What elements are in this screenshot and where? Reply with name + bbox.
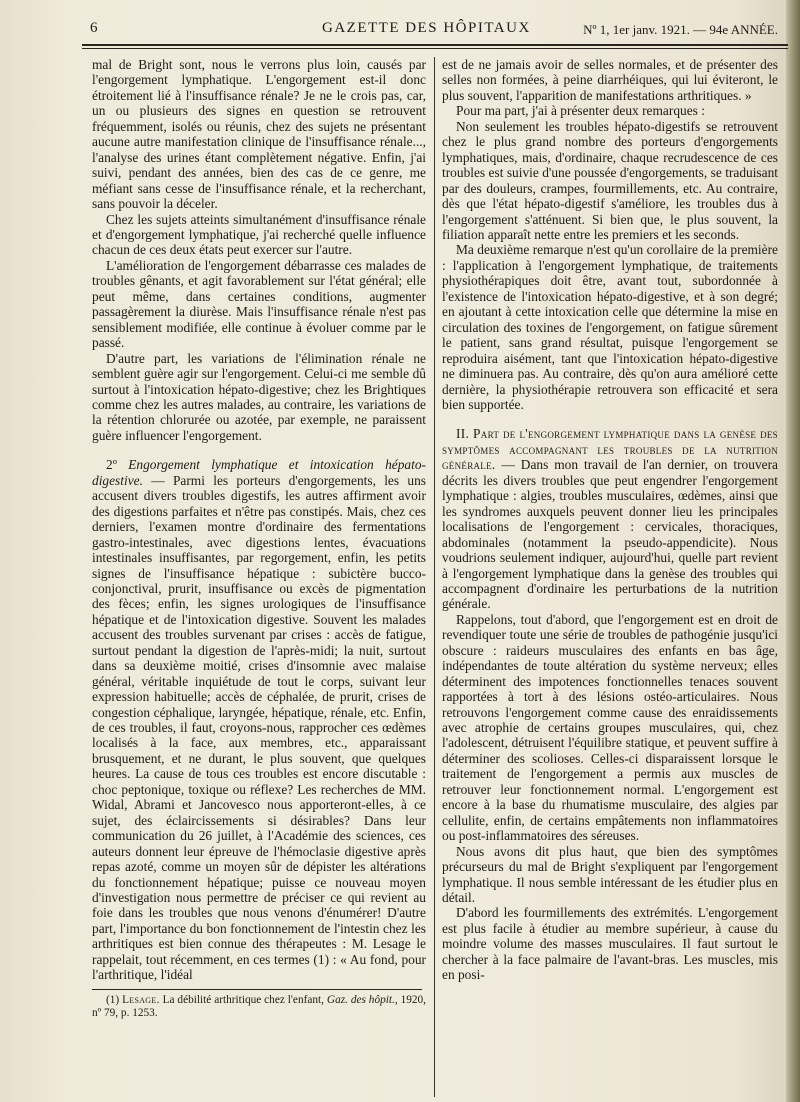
header-rule-thin — [82, 48, 788, 49]
paragraph: est de ne jamais avoir de selles normales, et de présenter des selles non formées, à peine diarrhéiques, qui lui éviteront, le plus souvent, l'apparition de manifestations arthritiques. » — [442, 57, 778, 103]
footnote-number: (1) — [106, 993, 120, 1006]
book-spine-edge — [786, 0, 800, 1102]
section-title: Engorgement lymphatique et intoxication hépato-digestive. — [92, 457, 426, 488]
footnote-author: Lesage. — [122, 993, 160, 1006]
footnote-rule — [92, 989, 422, 990]
paragraph: Ma deuxième remarque n'est qu'un corollaire de la première : l'application à l'engorgement lymphatique, de traitements physiothérapiques doit être, avant tout, subordonnée à l'existence de l'intoxication hépato-digestive, et à son degré; en ajoutant à cette intoxication celle que détermine la mise en circulation des toxines de l'engorgement, on fatigue sûrement le patient, sans grand résultat, puisque l'engorgement se reproduira aisément, tant que l'intoxication hépato-digestive ne diminuera pas. Au contraire, dès qu'on aura amélioré cette dernière, la physiothérapie retrouvera son efficacité et sera bien supportée. — [442, 242, 778, 412]
running-header — [82, 16, 788, 42]
section-text: — Dans mon travail de l'an dernier, on trouvera décrits les divers troubles que peut engendrer l'engorgement lymphatique : algies, troubles musculaires, œdèmes, ainsi que les syndromes auxquels peuvent donner lieu les principales localisations de l'engorgement : cervicales, thoraciques, abdominales (notamment la pseudo-appendicite). Nous voudrions seulement indiquer, aujourd'hui, quelle part revient à l'engorgement lymphatique dans la genèse des troubles qui accompagnent d'ordinaire les perturbations de la nutrition générale. — [442, 457, 778, 612]
spacer — [92, 443, 426, 457]
paragraph: Non seulement les troubles hépato-digestifs se retrouvent chez le plus grand nombre des porteurs d'engorgements lymphatiques, mais, d'ordinaire, chaque recrudescence de ces troubles est suivie d'une poussée d'engorgements, se traduisant par des douleurs, crampes, fourmillements, etc. Au contraire, dès que l'état hépato-digestif s'améliore, les troubles dus à l'engorgement s'atténuent. Si bien que, le plus souvent, la filiation apparaît nette entre les premiers et les seconds. — [442, 118, 778, 242]
section-text: — Parmi les porteurs d'engorgements, les uns accusent divers troubles digestifs, les autres affirment avoir des digestions parfaites et n'être pas constipés. Mais, chez ces derniers, l'examen montre d'ordinaire des fermentations gastro-intestinales, avec digestions lentes, évacuations intestinales insuffisantes, par regorgement, enfin, les petits signes de l'insuffisance hépatique : subictère bucco-conjonctival, prurit, insuffisance ou excès de pigmentation des fèces; enfin, les signes urologiques de l'insuffisance hépatique et de l'intoxication digestive. Souvent les malades accusent des troubles survenant par crises : accès de fatigue, surtout pendant la digestion de l'après-midi; la nuit, surtout dans sa deuxième moitié, crises d'insomnie avec malaise général, véritable inquiétude de tout le corps, suivant leur expression habituelle; accès de céphalée, de prurit, crises de congestion céphalique, laryngée, hépatique, rénale, etc. Enfin, de ces troubles, il faut, croyons-nous, rapprocher ces œdèmes localisés à la face, aux membres, etc., apparaissant brusquement, et ne durant, le plus souvent, que quelques heures. La cause de tous ces troubles est encore discutable : choc peptonique, toxique ou réflexe? Les recherches de MM. Widal, Abrami et Jancovesco nous apporteront-elles, à ce sujet, des éclaircissements si désirables? Dans leur communication du 26 juillet, à l'Académie des sciences, ces auteurs donnent leur épreuve de l'hémoclasie digestive après repas azoté, comme un moyen sûr de dépister les altérations du fonctionnement hépatique; puisse ce nouveau moyen d'investigation nous permettre de préciser ce qui revient au foie dans les troubles que nous venons d'énumérer! D'autre part, l'importance du bon fonctionnement de l'intestin chez les arthritiques est bien connue des thérapeutes : M. Lesage le rappelait, tout récemment, en ces termes (1) : « Au fond, pour l'arthritique, l'idéal — [92, 472, 426, 983]
spacer — [442, 412, 778, 426]
paragraph: mal de Bright sont, nous le verrons plus loin, causés par l'engorgement lymphatique. L'engorgement est-il donc étroitement lié à l'insuffisance rénale? Je ne le crois pas, car, un ou plusieurs des signes en question se retrouvent fréquemment, isolés ou réunis, chez des sujets ne présentant aucune autre manifestation clinique de l'insuffisance rénale..., l'analyse des urines étant complètement négative. Enfin, j'ai suivi, pendant des années, bien des cas de ce genre, me méfiant sans cesse de l'insuffisance rénale, et la recherchant, sans pouvoir la déceler. — [92, 57, 426, 212]
section-paragraph — [442, 426, 778, 611]
header-rule — [82, 44, 788, 46]
journal-title: GAZETTE DES HÔPITAUX — [322, 20, 531, 36]
right-column — [442, 57, 778, 983]
paragraph: Pour ma part, j'ai à présenter deux remarques : — [456, 103, 705, 119]
section-heading: II. Part de l'engorgement lymphatique dans la genèse des symptômes accompagnant les troubles de la nutrition générale. — [442, 426, 778, 473]
paragraph: D'autre part, les variations de l'élimination rénale ne semblent guère agir sur l'engorgement. Celui-ci me semble dû surtout à l'intoxication hépato-digestive; chez les Brightiques comme chez les autres malades, au contraire, les variations de la rétention chlorurée ou azotée, par exemple, ne paraissent guère influencer l'engorgement. — [92, 350, 426, 443]
left-column — [92, 57, 426, 1020]
paragraph: D'abord les fourmillements des extrémités. L'engorgement est plus facile à étudier au membre supérieur, à cause du moindre volume des masses musculaires. Il faut surtout le chercher à la face palmaire de l'avant-bras. Les muscles, mis en posi- — [442, 905, 778, 983]
issue-info: Nº 1, 1er janv. 1921. — 94e ANNÉE. — [583, 22, 778, 37]
paragraph: L'amélioration de l'engorgement débarrasse ces malades de troubles gênants, et agit favorablement sur l'état général; elle peut même, dans certaines conditions, augmenter passagèrement la diurèse. Mais l'insuffisance rénale n'est pas sensiblement modifiée, elle continue à évoluer comme par le passé. — [92, 257, 426, 351]
footnote-text: La débilité arthritique chez l'enfant, — [162, 993, 324, 1006]
column-divider — [434, 57, 435, 1097]
section-paragraph — [92, 457, 426, 982]
paragraph: Nous avons dit plus haut, que bien des symptômes précurseurs du mal de Bright s'expliquent par l'engorgement lymphatique. Il nous semble intéressant de les étudier plus en détail. — [442, 843, 778, 906]
footnote-journal: Gaz. des hôpit., — [326, 993, 398, 1006]
paragraph: Rappelons, tout d'abord, que l'engorgement est en droit de revendiquer toute une série de troubles de pathogénie jusqu'ici obscure : raideurs musculaires des enfants en bas âge, indépendantes de toute altération du système nerveux; elles déterminent des impotences fonctionnelles tenaces souvent rapportées à tort à des lésions ostéo-articulaires. Nous retrouvons l'engorgement comme cause des enraidissements avec atrophie de certains groupes musculaires, qui, chez l'adolescent, détruisent l'équilibre statique, et peuvent suffire à déterminer des scolioses. Celles-ci disparaissent lorsque le traitement de l'engorgement a permis aux muscles de retrouver leur fonctionnement normal. L'engorgement est encore à la base du rhumatisme musculaire, des algies par cellulite, enfin, de certains empâtements non inflammatoires ou post-inflammatoires des séreuses. — [442, 611, 778, 844]
page-number: 6 — [90, 20, 98, 36]
footnote — [92, 994, 426, 1020]
paragraph: Chez les sujets atteints simultanément d'insuffisance rénale et d'engorgement lymphatique, j'ai recherché quelle influence chacun de ces deux états peut exercer sur l'autre. — [92, 211, 426, 258]
section-number: 2º — [106, 457, 117, 473]
footnote-ref: 1920, nº 79, p. 1253. — [92, 993, 426, 1019]
